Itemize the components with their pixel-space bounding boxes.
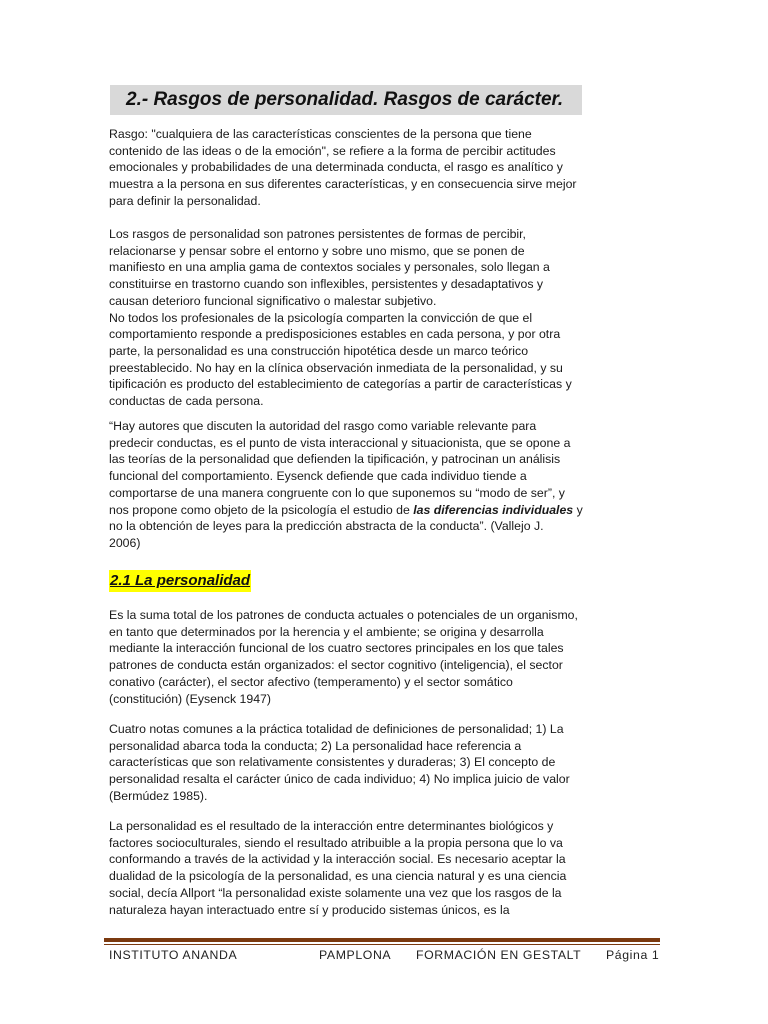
text-line: causan deterioro funcional significativo o malestar subjetivo.: [109, 293, 437, 308]
text-line: emocionales y probabilidades de una determinada conducta, el rasgo es analítico y: [109, 160, 563, 175]
text-line: 2006): [109, 535, 141, 550]
text-line: Los rasgos de personalidad son patrones persistentes de formas de percibir,: [109, 227, 526, 241]
text-line: patrones de conducta están organizados: el sector cognitivo (inteligencia), el sector: [109, 658, 563, 673]
text-line: (constitución) (Eysenck 1947): [109, 691, 271, 706]
text-line: naturaleza hayan interactuado entre sí y producido sistemas únicos, es la: [109, 902, 510, 917]
text-line: preestablecido. No hay en la clínica observación inmediata de la personalidad, y su: [109, 360, 563, 375]
text-line: predecir conductas, es el punto de vista interaccional y situacionista, que se opone a: [109, 435, 571, 450]
subsection-heading: 2.1 La personalidad: [109, 570, 251, 592]
text-line: para definir la personalidad.: [109, 193, 261, 208]
text-line: manifiesto en una amplia gama de contextos sociales y personales, solo llegan a: [109, 260, 550, 275]
paragraph-quote-vallejo: [109, 418, 603, 552]
footer-institute: INSTITUTO ANANDA: [109, 948, 238, 962]
paragraph-personalidad-definition: [109, 607, 603, 707]
text-line: muestra a la persona en sus diferentes características, y en consecuencia sirve mejor: [109, 177, 577, 192]
text-line-with-emphasis: [109, 502, 603, 519]
paragraph-cuatro-notas: [109, 721, 603, 805]
text-line: No todos los profesionales de la psicología comparten la convicción de que el: [109, 310, 533, 325]
emphasis-text: las diferencias individuales: [413, 502, 574, 517]
text-line: social, decía Allport “la personalidad existe solamente una vez que los rasgos de la: [109, 885, 562, 900]
text-line: Cuatro notas comunes a la práctica totalidad de definiciones de personalidad; 1) La: [109, 722, 564, 736]
footer-divider-thick: [104, 938, 660, 942]
paragraph-rasgos-personalidad: [109, 226, 603, 410]
text-line: funcional del comportamiento. Eysenck defiende que cada individuo tiende a: [109, 469, 527, 484]
text-line: “Hay autores que discuten la autoridad del rasgo como variable relevante para: [109, 419, 537, 433]
footer-city: PAMPLONA: [319, 948, 392, 962]
text-line: dualidad de la psicología de la personalidad, es una ciencia natural y es una ciencia: [109, 869, 567, 884]
text-line: mediante la interacción funcional de los cuatro sectores principales en los que tales: [109, 641, 564, 656]
text-line: La personalidad es el resultado de la interacción entre determinantes biológicos y: [109, 819, 554, 833]
text-line: conativo (carácter), el sector afectivo (temperamento) y el sector somático: [109, 674, 513, 689]
text-line: conformando a través de la actividad y la interacción social. Es necesario aceptar la: [109, 852, 566, 867]
text-line: características que son relativamente consistentes y duraderas; 3) El concepto de: [109, 755, 556, 770]
text-line: parte, la personalidad es una construcción hipotética desde un marco teórico: [109, 343, 529, 358]
text-line: factores socioculturales, siendo el resultado atribuible a la propia persona que lo va: [109, 835, 563, 850]
text-line: conductas de cada persona.: [109, 394, 264, 409]
text-line: las teorías de la personalidad que defienden la tipificación, y patrocinan un análisis: [109, 452, 561, 467]
text-line: personalidad abarca toda la conducta; 2) La personalidad hace referencia a: [109, 738, 522, 753]
text-line: (Bermúdez 1985).: [109, 788, 208, 803]
text-run: nos propone como objeto de la psicología el estudio de: [109, 502, 414, 517]
text-line: en tanto que determinados por la herencia y el ambiente; se origina y desarrolla: [109, 624, 544, 639]
paragraph-allport: [109, 818, 603, 918]
section-heading: 2.- Rasgos de personalidad. Rasgos de carácter.: [126, 89, 564, 110]
text-line: tipificación es producto del establecimiento de categorías a partir de características y: [109, 377, 572, 392]
text-line: contenido de las ideas o de la emoción", se refiere a la forma de percibir actitudes: [109, 143, 556, 158]
text-run: y: [573, 502, 583, 517]
text-line: relacionarse y pensar sobre el entorno y sobre uno mismo, que se ponen de: [109, 243, 525, 258]
paragraph-rasgo-definition: [109, 126, 603, 210]
footer-divider-thin: [104, 944, 660, 945]
text-line: comportamiento responde a predisposiciones estables en cada persona, y por otra: [109, 327, 561, 342]
text-line: Es la suma total de los patrones de conducta actuales o potenciales de un organismo,: [109, 608, 578, 622]
footer-course: FORMACIÓN EN GESTALT: [416, 948, 582, 962]
footer-page-number: Página 1: [606, 948, 660, 962]
text-line: constituirse en trastorno cuando son inflexibles, persistentes y desadaptativos y: [109, 277, 544, 292]
text-line: personalidad resalta el carácter único de cada individuo; 4) No implica juicio de valor: [109, 772, 570, 787]
text-line: comportarse de una manera congruente con lo que suponemos su “modo de ser”, y: [109, 485, 565, 500]
text-line: Rasgo: "cualquiera de las características conscientes de la persona que tiene: [109, 127, 532, 141]
text-line: no la obtención de leyes para la predicción abstracta de la conducta”. (Vallejo J.: [109, 519, 544, 534]
